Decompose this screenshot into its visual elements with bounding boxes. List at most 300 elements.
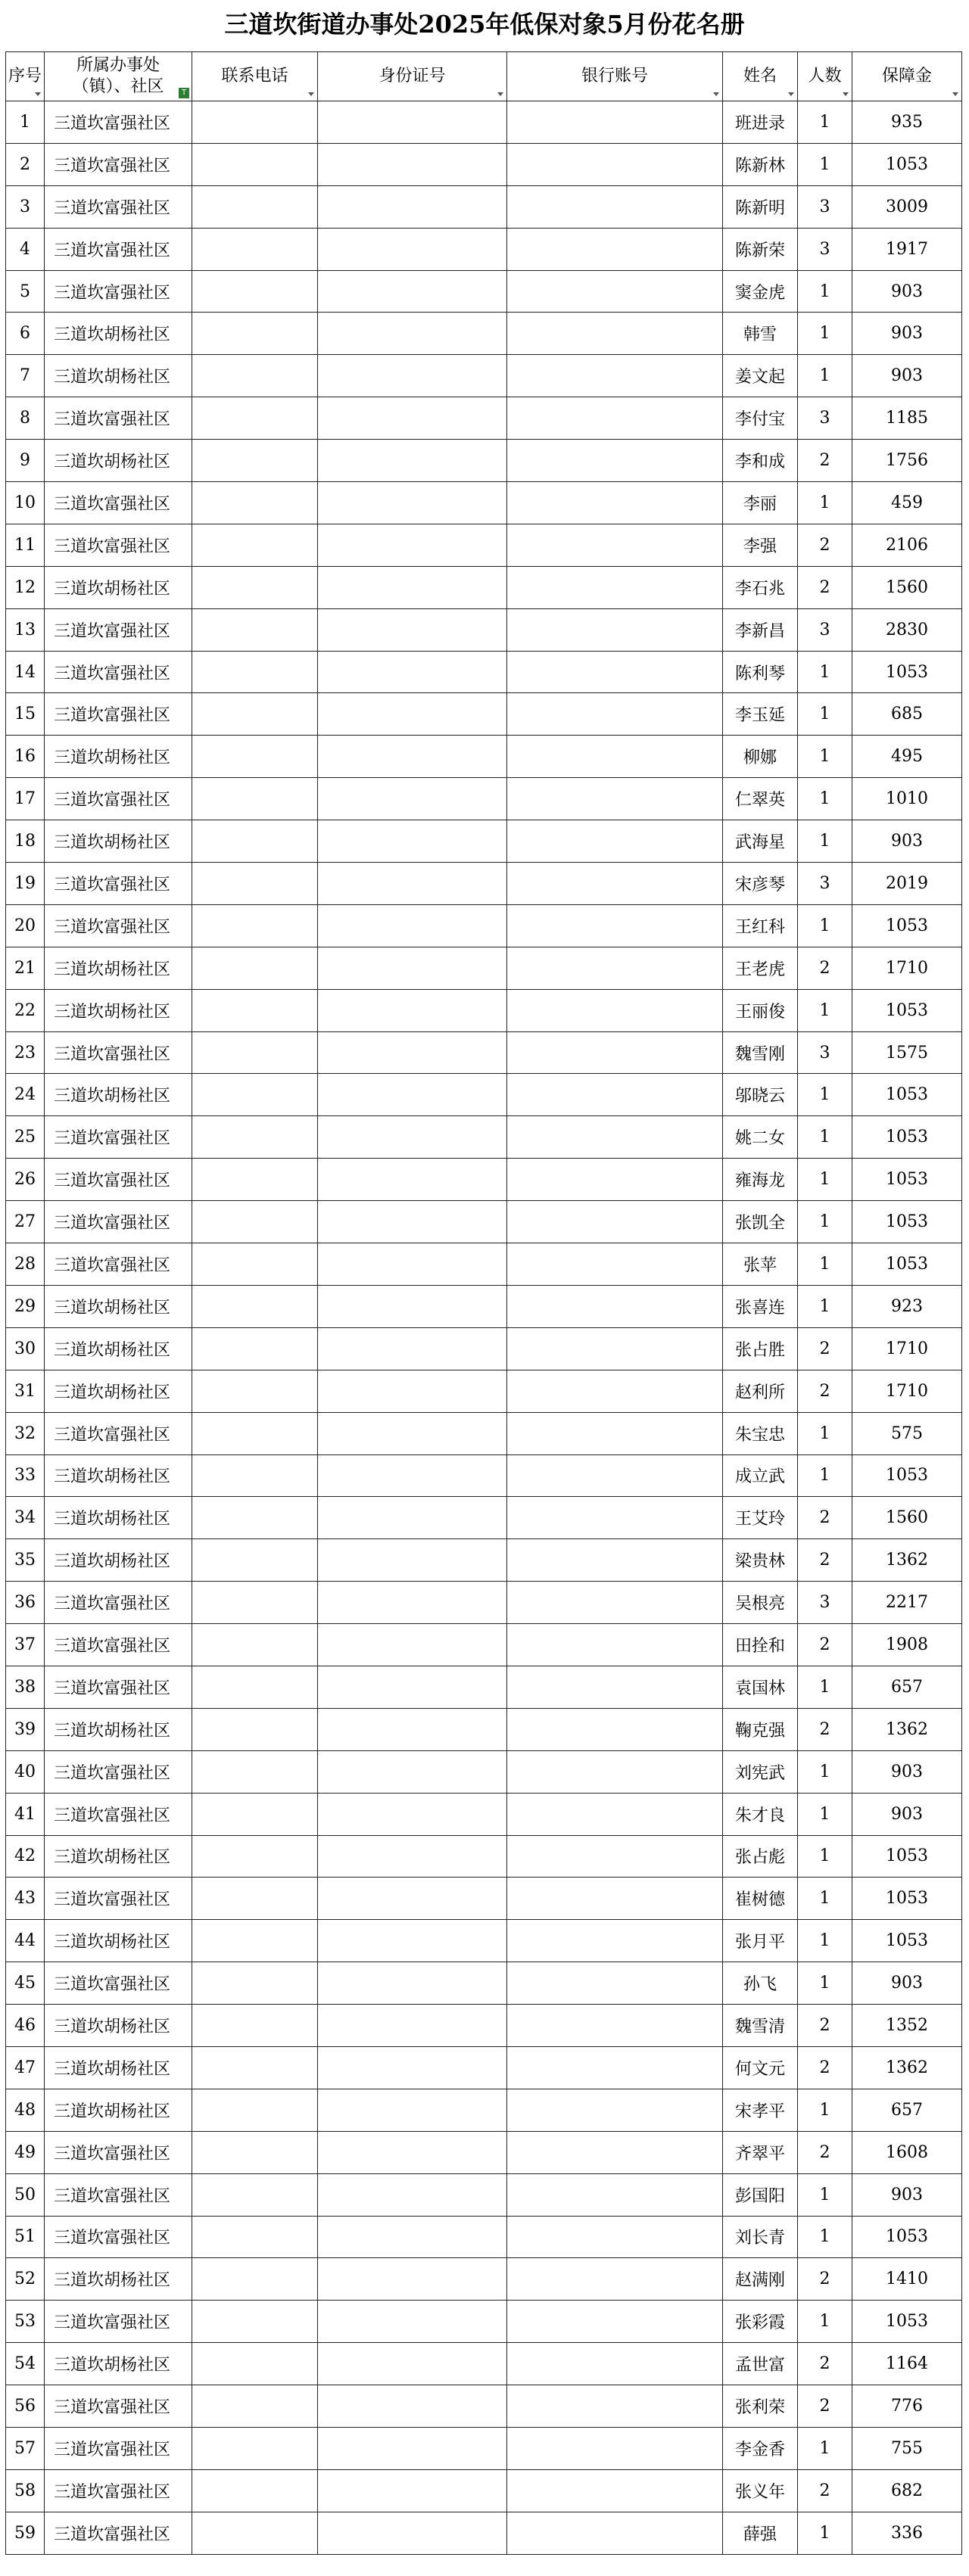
cell-bank-account	[507, 1201, 723, 1243]
table-row	[6, 1031, 962, 1074]
table-row	[6, 355, 962, 397]
cell-amount: 1917	[852, 228, 962, 270]
cell-phone	[192, 2216, 318, 2258]
cell-id-number	[318, 397, 507, 440]
cell-seq: 36	[6, 1582, 45, 1624]
cell-name: 成立武	[723, 1454, 798, 1497]
table-row	[6, 1624, 962, 1666]
cell-bank-account	[507, 228, 723, 270]
cell-bank-account	[507, 608, 723, 651]
cell-phone	[192, 482, 318, 524]
cell-amount: 1010	[852, 778, 962, 820]
cell-phone	[192, 1708, 318, 1750]
cell-name: 李强	[723, 524, 798, 566]
header-office	[45, 52, 192, 101]
cell-people: 1	[798, 736, 852, 778]
cell-seq: 8	[6, 397, 45, 440]
cell-phone	[192, 651, 318, 693]
table-row	[6, 1243, 962, 1286]
cell-seq: 7	[6, 355, 45, 397]
table-row	[6, 1201, 962, 1243]
cell-people: 1	[798, 1116, 852, 1159]
cell-bank-account	[507, 185, 723, 228]
cell-phone	[192, 693, 318, 736]
cell-people: 2	[798, 1370, 852, 1412]
cell-amount: 682	[852, 2469, 962, 2512]
cell-id-number	[318, 1116, 507, 1159]
cell-office: 三道坎胡杨社区	[45, 1327, 192, 1370]
cell-name: 魏雪刚	[723, 1031, 798, 1074]
cell-phone	[192, 1412, 318, 1454]
cell-name: 窦金虎	[723, 270, 798, 313]
cell-name: 李新昌	[723, 608, 798, 651]
cell-people: 1	[798, 1962, 852, 2005]
cell-name: 王老虎	[723, 947, 798, 989]
cell-name: 陈新荣	[723, 228, 798, 270]
table-row	[6, 989, 962, 1031]
cell-id-number	[318, 1708, 507, 1750]
cell-id-number	[318, 989, 507, 1031]
cell-seq: 9	[6, 440, 45, 482]
cell-name: 张利荣	[723, 2385, 798, 2428]
cell-amount: 903	[852, 1793, 962, 1835]
cell-bank-account	[507, 1412, 723, 1454]
cell-seq: 11	[6, 524, 45, 566]
cell-office: 三道坎富强社区	[45, 608, 192, 651]
cell-id-number	[318, 2301, 507, 2343]
cell-id-number	[318, 608, 507, 651]
cell-people: 2	[798, 524, 852, 566]
table-row	[6, 1708, 962, 1750]
cell-seq: 14	[6, 651, 45, 693]
cell-phone	[192, 185, 318, 228]
cell-seq: 44	[6, 1920, 45, 1962]
cell-amount: 495	[852, 736, 962, 778]
cell-office: 三道坎富强社区	[45, 397, 192, 440]
cell-phone	[192, 863, 318, 905]
cell-seq: 31	[6, 1370, 45, 1412]
cell-bank-account	[507, 2343, 723, 2385]
cell-seq: 59	[6, 2512, 45, 2554]
cell-seq: 3	[6, 185, 45, 228]
cell-people: 2	[798, 2046, 852, 2089]
cell-office: 三道坎胡杨社区	[45, 1708, 192, 1750]
cell-name: 雍海龙	[723, 1159, 798, 1201]
table-row	[6, 2173, 962, 2216]
cell-people: 3	[798, 608, 852, 651]
cell-seq: 35	[6, 1539, 45, 1582]
cell-id-number	[318, 904, 507, 947]
cell-amount: 1053	[852, 1159, 962, 1201]
cell-people: 2	[798, 2385, 852, 2428]
cell-bank-account	[507, 1539, 723, 1582]
table-row	[6, 2512, 962, 2554]
cell-bank-account	[507, 2258, 723, 2301]
cell-people: 1	[798, 1750, 852, 1793]
filter-dropdown-icon[interactable]	[712, 90, 720, 98]
cell-seq: 43	[6, 1878, 45, 1920]
cell-phone	[192, 1327, 318, 1370]
cell-people: 1	[798, 143, 852, 185]
recipient-table	[5, 51, 962, 2555]
cell-seq: 24	[6, 1074, 45, 1116]
cell-seq: 40	[6, 1750, 45, 1793]
cell-office: 三道坎富强社区	[45, 2173, 192, 2216]
cell-seq: 25	[6, 1116, 45, 1159]
cell-name: 柳娜	[723, 736, 798, 778]
cell-seq: 54	[6, 2343, 45, 2385]
table-row	[6, 904, 962, 947]
cell-phone	[192, 947, 318, 989]
cell-seq: 17	[6, 778, 45, 820]
cell-bank-account	[507, 440, 723, 482]
cell-amount: 1053	[852, 1920, 962, 1962]
cell-people: 1	[798, 651, 852, 693]
cell-amount: 776	[852, 2385, 962, 2428]
cell-phone	[192, 566, 318, 608]
cell-phone	[192, 397, 318, 440]
cell-people: 1	[798, 101, 852, 144]
cell-office: 三道坎富强社区	[45, 1962, 192, 2005]
cell-people: 1	[798, 313, 852, 355]
cell-phone	[192, 2258, 318, 2301]
cell-seq: 15	[6, 693, 45, 736]
cell-office: 三道坎胡杨社区	[45, 1285, 192, 1327]
cell-id-number	[318, 2173, 507, 2216]
filter-dropdown-icon[interactable]	[496, 90, 504, 98]
cell-seq: 13	[6, 608, 45, 651]
cell-name: 李玉延	[723, 693, 798, 736]
cell-seq: 1	[6, 101, 45, 144]
table-row	[6, 863, 962, 905]
cell-office: 三道坎胡杨社区	[45, 355, 192, 397]
cell-id-number	[318, 2005, 507, 2047]
cell-phone	[192, 1454, 318, 1497]
cell-people: 1	[798, 482, 852, 524]
cell-people: 1	[798, 2427, 852, 2469]
cell-phone	[192, 1666, 318, 1708]
cell-bank-account	[507, 524, 723, 566]
cell-id-number	[318, 1454, 507, 1497]
cell-office: 三道坎富强社区	[45, 2512, 192, 2554]
cell-seq: 22	[6, 989, 45, 1031]
cell-seq: 49	[6, 2131, 45, 2173]
cell-bank-account	[507, 101, 723, 144]
filter-dropdown-icon[interactable]	[951, 90, 959, 98]
cell-name: 崔树德	[723, 1878, 798, 1920]
cell-amount: 903	[852, 270, 962, 313]
cell-phone	[192, 228, 318, 270]
cell-id-number	[318, 1370, 507, 1412]
cell-office: 三道坎胡杨社区	[45, 1074, 192, 1116]
cell-name: 王丽俊	[723, 989, 798, 1031]
cell-name: 张凯全	[723, 1201, 798, 1243]
cell-people: 1	[798, 778, 852, 820]
cell-name: 韩雪	[723, 313, 798, 355]
table-row	[6, 1750, 962, 1793]
cell-seq: 57	[6, 2427, 45, 2469]
cell-people: 1	[798, 1793, 852, 1835]
cell-amount: 1575	[852, 1031, 962, 1074]
cell-office: 三道坎富强社区	[45, 1201, 192, 1243]
cell-phone	[192, 1962, 318, 2005]
cell-id-number	[318, 1539, 507, 1582]
cell-name: 李付宝	[723, 397, 798, 440]
cell-phone	[192, 820, 318, 863]
cell-people: 2	[798, 566, 852, 608]
cell-bank-account	[507, 651, 723, 693]
cell-bank-account	[507, 2131, 723, 2173]
cell-bank-account	[507, 143, 723, 185]
cell-amount: 755	[852, 2427, 962, 2469]
cell-people: 1	[798, 1243, 852, 1286]
cell-people: 1	[798, 355, 852, 397]
cell-phone	[192, 1750, 318, 1793]
cell-people: 3	[798, 1031, 852, 1074]
cell-seq: 32	[6, 1412, 45, 1454]
table-row	[6, 1582, 962, 1624]
cell-amount: 1362	[852, 2046, 962, 2089]
table-row	[6, 143, 962, 185]
table-row	[6, 2427, 962, 2469]
cell-office: 三道坎胡杨社区	[45, 1835, 192, 1878]
cell-id-number	[318, 947, 507, 989]
cell-people: 2	[798, 947, 852, 989]
cell-phone	[192, 1793, 318, 1835]
cell-phone	[192, 1031, 318, 1074]
cell-bank-account	[507, 1243, 723, 1286]
cell-people: 2	[798, 2258, 852, 2301]
table-row	[6, 651, 962, 693]
cell-phone	[192, 989, 318, 1031]
table-row	[6, 2005, 962, 2047]
header-id-number: 身份证号	[318, 52, 507, 101]
cell-amount: 1053	[852, 2301, 962, 2343]
cell-phone	[192, 313, 318, 355]
cell-bank-account	[507, 1624, 723, 1666]
cell-bank-account	[507, 482, 723, 524]
cell-phone	[192, 1497, 318, 1539]
cell-office: 三道坎富强社区	[45, 143, 192, 185]
cell-office: 三道坎胡杨社区	[45, 1370, 192, 1412]
cell-people: 1	[798, 2173, 852, 2216]
cell-seq: 38	[6, 1666, 45, 1708]
cell-id-number	[318, 2343, 507, 2385]
cell-name: 宋孝平	[723, 2089, 798, 2131]
cell-amount: 1053	[852, 1116, 962, 1159]
cell-name: 王红科	[723, 904, 798, 947]
cell-amount: 3009	[852, 185, 962, 228]
cell-name: 陈新明	[723, 185, 798, 228]
cell-name: 齐翠平	[723, 2131, 798, 2173]
cell-office: 三道坎富强社区	[45, 482, 192, 524]
cell-phone	[192, 440, 318, 482]
cell-phone	[192, 2301, 318, 2343]
cell-id-number	[318, 185, 507, 228]
cell-people: 3	[798, 185, 852, 228]
cell-phone	[192, 101, 318, 144]
cell-people: 3	[798, 397, 852, 440]
cell-bank-account	[507, 2089, 723, 2131]
cell-office: 三道坎富强社区	[45, 1666, 192, 1708]
table-row	[6, 2385, 962, 2428]
cell-name: 张占彪	[723, 1835, 798, 1878]
cell-phone	[192, 270, 318, 313]
cell-name: 姜文起	[723, 355, 798, 397]
cell-bank-account	[507, 1835, 723, 1878]
filter-dropdown-icon[interactable]	[841, 90, 849, 98]
cell-seq: 23	[6, 1031, 45, 1074]
cell-id-number	[318, 778, 507, 820]
cell-seq: 51	[6, 2216, 45, 2258]
table-row	[6, 1962, 962, 2005]
header-name: 姓名	[723, 52, 798, 101]
cell-id-number	[318, 1327, 507, 1370]
table-row	[6, 313, 962, 355]
cell-name: 宋彦琴	[723, 863, 798, 905]
cell-id-number	[318, 1497, 507, 1539]
cell-id-number	[318, 1582, 507, 1624]
cell-name: 邬晓云	[723, 1074, 798, 1116]
cell-seq: 50	[6, 2173, 45, 2216]
cell-office: 三道坎胡杨社区	[45, 1539, 192, 1582]
cell-people: 2	[798, 2469, 852, 2512]
filter-dropdown-icon[interactable]	[307, 90, 315, 98]
cell-id-number	[318, 270, 507, 313]
cell-bank-account	[507, 566, 723, 608]
cell-phone	[192, 778, 318, 820]
cell-amount: 336	[852, 2512, 962, 2554]
table-row	[6, 608, 962, 651]
cell-name: 刘宪武	[723, 1750, 798, 1793]
cell-office: 三道坎胡杨社区	[45, 947, 192, 989]
cell-people: 1	[798, 693, 852, 736]
cell-bank-account	[507, 863, 723, 905]
cell-name: 陈利琴	[723, 651, 798, 693]
cell-phone	[192, 736, 318, 778]
cell-seq: 33	[6, 1454, 45, 1497]
cell-id-number	[318, 524, 507, 566]
cell-office: 三道坎富强社区	[45, 693, 192, 736]
cell-bank-account	[507, 397, 723, 440]
cell-phone	[192, 608, 318, 651]
cell-phone	[192, 2343, 318, 2385]
cell-phone	[192, 524, 318, 566]
cell-name: 吴根亮	[723, 1582, 798, 1624]
cell-bank-account	[507, 1666, 723, 1708]
filter-active-icon[interactable]	[179, 88, 189, 98]
table-row	[6, 693, 962, 736]
cell-people: 1	[798, 1074, 852, 1116]
cell-bank-account	[507, 820, 723, 863]
filter-dropdown-icon[interactable]	[33, 90, 42, 98]
cell-office: 三道坎胡杨社区	[45, 2046, 192, 2089]
cell-amount: 935	[852, 101, 962, 144]
cell-bank-account	[507, 693, 723, 736]
cell-amount: 903	[852, 355, 962, 397]
cell-amount: 1164	[852, 2343, 962, 2385]
table-row	[6, 397, 962, 440]
table-row	[6, 270, 962, 313]
table-row	[6, 820, 962, 863]
cell-id-number	[318, 566, 507, 608]
cell-office: 三道坎富强社区	[45, 2385, 192, 2428]
cell-people: 1	[798, 2301, 852, 2343]
header-office-line2: （镇）、社区	[72, 77, 164, 96]
header-office-line1: 所属办事处	[76, 56, 160, 75]
cell-seq: 30	[6, 1327, 45, 1370]
cell-seq: 58	[6, 2469, 45, 2512]
cell-id-number	[318, 143, 507, 185]
cell-amount: 685	[852, 693, 962, 736]
cell-phone	[192, 1878, 318, 1920]
cell-people: 1	[798, 1878, 852, 1920]
cell-bank-account	[507, 1074, 723, 1116]
cell-office: 三道坎胡杨社区	[45, 820, 192, 863]
cell-id-number	[318, 1285, 507, 1327]
cell-seq: 52	[6, 2258, 45, 2301]
cell-office: 三道坎富强社区	[45, 2216, 192, 2258]
cell-id-number	[318, 863, 507, 905]
cell-bank-account	[507, 313, 723, 355]
cell-bank-account	[507, 1793, 723, 1835]
cell-bank-account	[507, 1116, 723, 1159]
cell-amount: 2019	[852, 863, 962, 905]
cell-amount: 903	[852, 2173, 962, 2216]
cell-office: 三道坎富强社区	[45, 1116, 192, 1159]
cell-name: 张占胜	[723, 1327, 798, 1370]
table-row	[6, 1666, 962, 1708]
cell-seq: 53	[6, 2301, 45, 2343]
cell-bank-account	[507, 2046, 723, 2089]
cell-name: 孙飞	[723, 1962, 798, 2005]
cell-office: 三道坎富强社区	[45, 904, 192, 947]
cell-id-number	[318, 1031, 507, 1074]
cell-people: 2	[798, 2343, 852, 2385]
cell-bank-account	[507, 1497, 723, 1539]
cell-name: 李金香	[723, 2427, 798, 2469]
table-row	[6, 2343, 962, 2385]
cell-phone	[192, 1159, 318, 1201]
filter-dropdown-icon[interactable]	[787, 90, 795, 98]
cell-bank-account	[507, 1159, 723, 1201]
cell-id-number	[318, 1878, 507, 1920]
cell-name: 李和成	[723, 440, 798, 482]
table-row	[6, 566, 962, 608]
cell-name: 赵利所	[723, 1370, 798, 1412]
cell-phone	[192, 1582, 318, 1624]
table-row	[6, 947, 962, 989]
cell-people: 1	[798, 1159, 852, 1201]
cell-office: 三道坎富强社区	[45, 1750, 192, 1793]
cell-amount: 1053	[852, 2216, 962, 2258]
cell-name: 梁贵林	[723, 1539, 798, 1582]
cell-phone	[192, 1074, 318, 1116]
cell-office: 三道坎富强社区	[45, 2131, 192, 2173]
cell-id-number	[318, 101, 507, 144]
header-phone: 联系电话	[192, 52, 318, 101]
cell-bank-account	[507, 2469, 723, 2512]
cell-people: 1	[798, 1835, 852, 1878]
table-row	[6, 440, 962, 482]
cell-bank-account	[507, 355, 723, 397]
cell-bank-account	[507, 1582, 723, 1624]
cell-office: 三道坎胡杨社区	[45, 566, 192, 608]
table-row	[6, 1539, 962, 1582]
cell-name: 李石兆	[723, 566, 798, 608]
table-row	[6, 1074, 962, 1116]
cell-id-number	[318, 482, 507, 524]
